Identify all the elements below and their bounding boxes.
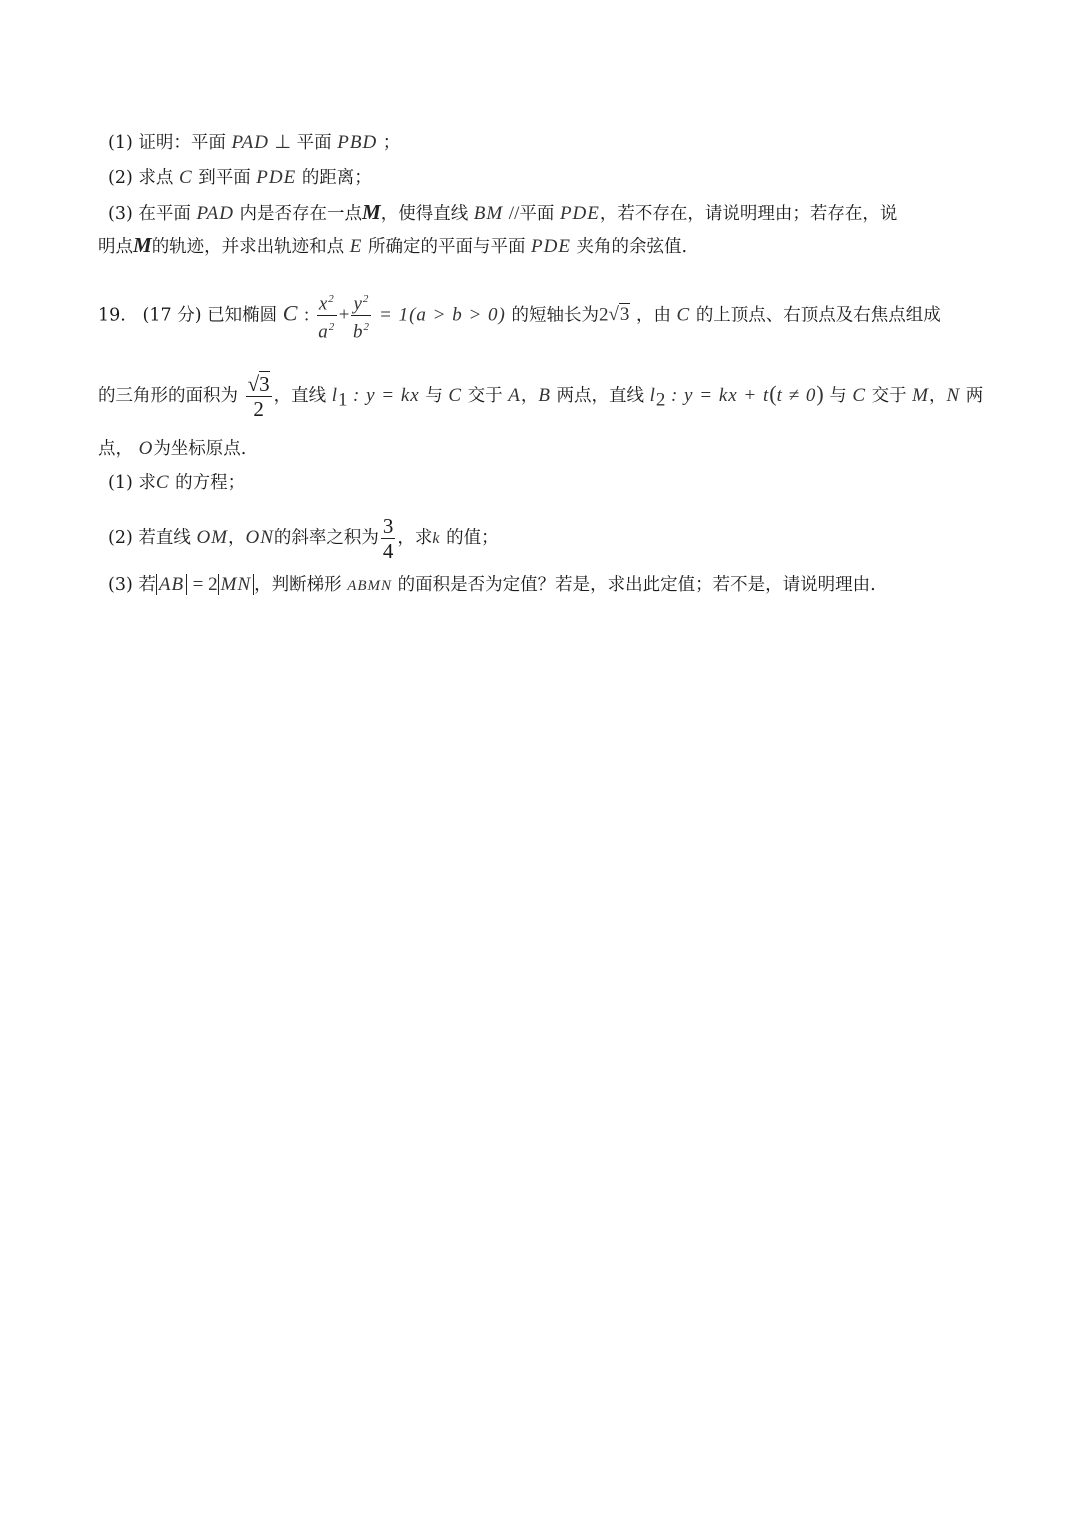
var-x: x [318,293,329,315]
part-label: (1) [108,473,133,493]
point-n: N [946,385,961,406]
text: ，判断梯形 [254,575,342,595]
text: 与 [425,386,443,406]
text: ， [228,528,246,548]
ellipse-c: C [448,385,463,406]
trapezoid-abmn: ABMN [347,578,393,594]
text: 求点 [138,168,174,188]
q19-part2 [108,514,499,563]
point-m: M [133,233,152,257]
ellipse-c: C [282,300,299,326]
point-m: M [912,385,929,406]
colon: : [303,304,310,326]
text: 若 [138,575,156,595]
q18-part2 [108,165,372,191]
text: 交于 [871,386,907,406]
plane-pde: PDE [559,203,600,224]
q19-part1 [108,470,245,496]
text: 的短轴长为 [511,305,599,326]
equation-l2: : y = kx + t [670,385,770,406]
point-b: B [538,385,551,406]
text: ，使得直线 [380,204,469,224]
line-l2: l [649,385,656,406]
subscript: 2 [655,389,666,411]
question-number: 19. [98,305,126,326]
text: 的三角形的面积为 [98,386,238,406]
text: 的轨迹，并求出轨迹和点 [151,237,345,257]
ellipse-c: C [155,472,170,493]
text: 所确定的平面与平面 [367,237,526,257]
text: 夹角的余弦值. [576,237,688,257]
point-a: A [508,385,521,406]
numerator: 3 [259,372,270,396]
text: 的上顶点、右顶点及右焦点组成 [695,305,941,326]
text: 的斜率之积为 [273,528,379,548]
text: ， [929,386,947,406]
question-score: (17 分) [142,305,202,326]
text: 交于 [467,386,503,406]
text: 的面积是否为定值？若是，求出此定值；若不是，请说明理由. [397,575,876,595]
text: 已知椭圆 [207,305,278,326]
point-e: E [349,236,363,257]
text: ，若不存在，请说明理由；若存在，说 [599,204,898,224]
line-on: ON [245,527,274,548]
q19-line1: 19. (17 分) 已知椭圆 C : $\frac{x^2}{a^2}$ + $\frac{y^2}{b^2}$ = 1(a > b > 0) 的短轴长为2√3 ，由 C 的上顶点、右顶点及右焦点组成 [98,288,941,344]
text: 平面 [519,204,555,224]
text: 两 [965,386,984,406]
line-bm: BM [473,203,504,224]
number: 2 [598,304,609,326]
sqrt-3: √3 [608,304,630,326]
part-label: (2) [108,528,133,548]
parallel-symbol: // [508,203,520,224]
text: 两点，直线 [556,386,645,406]
text: ； [382,133,401,153]
point-c: C [178,167,193,188]
subscript: 1 [337,389,348,411]
text: 求 [138,473,156,493]
text: 平面 [296,133,332,153]
perp-symbol: ⊥ [274,132,292,153]
part-label: (3) [108,575,133,595]
point-m: M [362,200,381,224]
condition-t: t ≠ 0 [776,385,817,406]
text: ，由 [635,305,671,326]
plane-pad: PAD [196,203,234,224]
text: 点， [98,439,133,459]
fraction-sqrt3-over-2: $\frac{√3}{2}$ [247,372,270,421]
plane-pde: PDE [256,167,297,188]
text: ，求 [397,528,433,548]
text: 若直线 [138,528,191,548]
fraction-3-over-4 [381,514,396,563]
var-b: b [352,321,364,343]
q18-part1 [108,130,400,156]
ellipse-c: C [676,304,691,326]
var-a: a [318,321,329,343]
q19-line3 [98,436,246,462]
text: 的值； [446,528,499,548]
abs-ab: AB [156,574,187,595]
ellipse-c: C [852,385,867,406]
text: 证明：平面 [138,133,226,153]
equation-condition: = 1(a > b > 0) [379,304,506,326]
plane-pde: PDE [531,236,571,257]
q19-line2: 的三角形的面积为 $\frac{√3}{2}$ ，直线 $l_1$ : y = kx 与 C 交于 A，B 两点，直线 $l_2$ : y = kx + t(t ≠ 0) 与 C 交于 M，N 两 [98,372,984,421]
fraction-x2-a2: $\frac{x^2}{a^2}$ [317,288,337,344]
text: ， [520,386,539,406]
plane-pad: PAD [231,132,269,153]
part-label: (3) [108,204,133,224]
text: 明点 [98,237,133,257]
text: 到平面 [198,168,251,188]
equation-l1: : y = kx [353,385,420,406]
text: 与 [829,386,847,406]
abs-mn: MN [218,574,255,595]
numerator: 3 [382,514,394,538]
line-om: OM [196,527,229,548]
q19-part3 [108,572,876,599]
q18-part3-cont [98,232,687,260]
denominator: 2 [253,397,264,421]
line-l1: l [331,385,338,406]
fraction-y2-b2: $\frac{y^2}{b^2}$ [351,288,371,344]
text: 为坐标原点. [153,439,247,459]
text: ，直线 [273,386,327,406]
var-k: k [432,530,441,547]
radicand: 3 [619,304,630,326]
text: 的方程； [175,473,246,493]
q18-part3 [108,199,897,227]
denominator: 4 [382,539,394,563]
part-label: (2) [108,168,133,188]
var-y: y [353,293,363,315]
text: 的距离； [301,168,372,188]
part-label: (1) [108,133,133,153]
equals-two: = 2 [192,574,218,595]
text: 在平面 [138,204,191,224]
plane-pbd: PBD [337,132,378,153]
text: 内是否存在一点 [239,204,363,224]
origin-o: O [138,438,154,459]
